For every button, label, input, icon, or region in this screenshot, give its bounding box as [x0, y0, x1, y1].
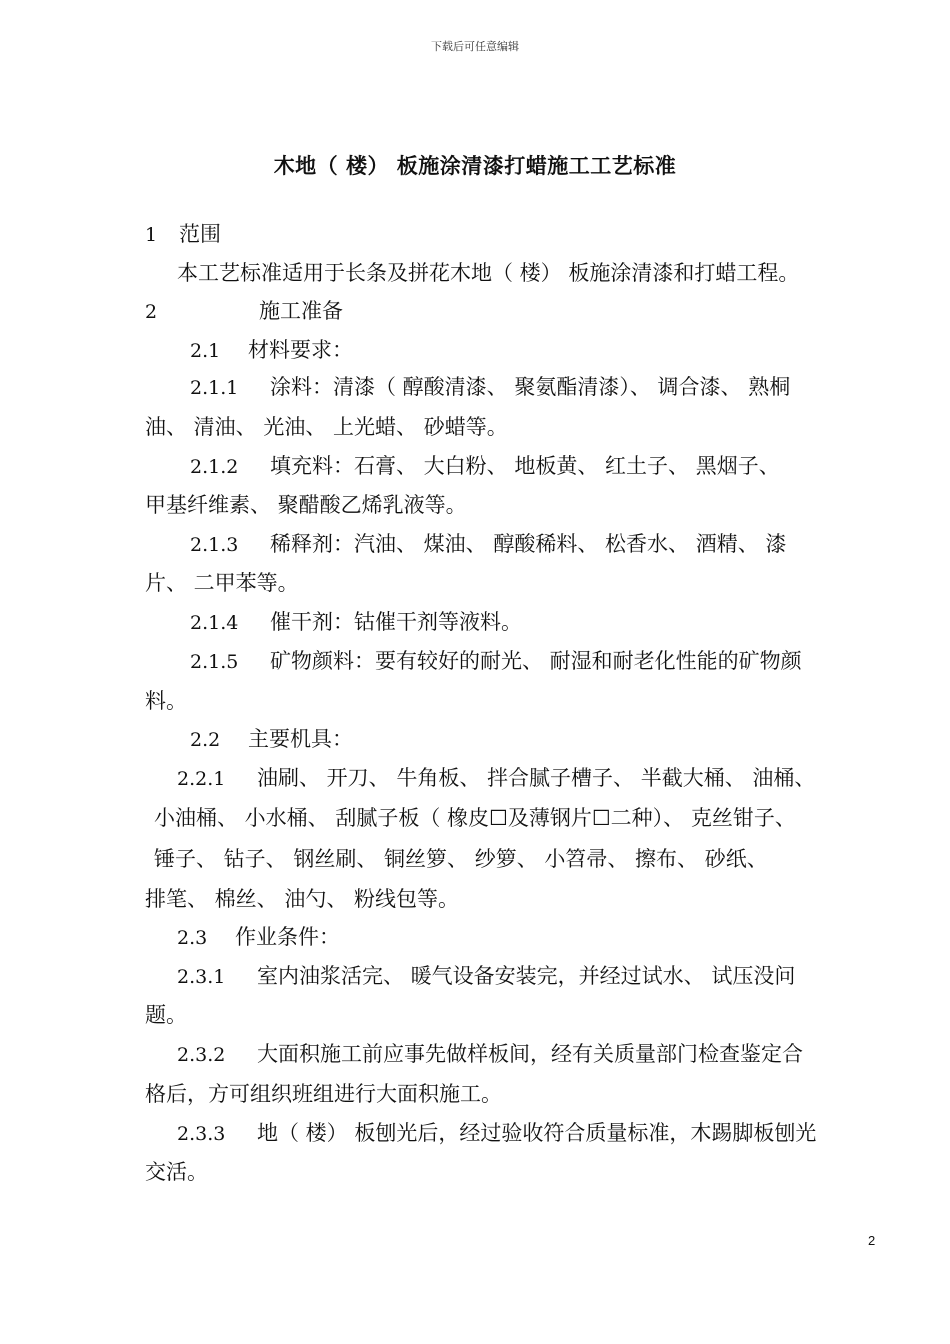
item-number: 2.1.1	[190, 377, 239, 399]
item-text: 大面积施工前应事先做样板间，经有关质量部门检查鉴定合	[257, 1042, 803, 1066]
section-heading-text: 施工准备	[259, 299, 343, 323]
item-text: 矿物颜料：要有较好的耐光、 耐湿和耐老化性能的矿物颜	[270, 649, 802, 673]
item-text: 格后，方可组织班组进行大面积施工。	[145, 1082, 502, 1106]
item-text: 交活。	[145, 1160, 208, 1184]
item-text: 排笔、 棉丝、 油勺、 粉线包等。	[145, 887, 460, 911]
item-line	[177, 961, 795, 992]
section-number: 2	[145, 301, 158, 323]
paragraph-line	[177, 258, 799, 288]
item-number: 2.1.5	[190, 651, 239, 673]
item-text: 涂料：清漆（ 醇酸清漆、 聚氨酯清漆）、 调合漆、 熟桐	[270, 375, 791, 399]
item-text: 料。	[145, 689, 187, 713]
subsection-text: 材料要求：	[248, 338, 353, 362]
item-continuation	[145, 568, 299, 598]
item-number: 2.1.3	[190, 534, 239, 556]
item-continuation	[145, 490, 467, 520]
item-continuation	[145, 1000, 187, 1030]
item-number: 2.3.3	[177, 1123, 226, 1145]
item-continuation	[145, 412, 508, 442]
subsection-heading	[190, 335, 353, 366]
item-text: 油刷、 开刀、 牛角板、 拌合腻子槽子、 半截大桶、 油桶、	[257, 766, 816, 790]
item-line	[190, 607, 522, 638]
item-continuation	[145, 1157, 208, 1187]
section-number: 1	[145, 224, 158, 246]
item-number: 2.1.2	[190, 456, 239, 478]
item-line	[177, 1039, 803, 1070]
paragraph-text: 本工艺标准适用于长条及拼花木地（ 楼） 板施涂清漆和打蜡工程。	[177, 261, 800, 285]
item-number: 2.3.2	[177, 1044, 226, 1066]
item-line	[190, 646, 802, 677]
section-number: 2.1	[190, 340, 221, 362]
item-continuation	[145, 1079, 502, 1109]
item-continuation	[145, 884, 459, 914]
section-number: 2.2	[190, 729, 221, 751]
item-text: 甲基纤维素、 聚醋酸乙烯乳液等。	[145, 493, 467, 517]
item-line	[177, 1118, 816, 1149]
item-text: 锤子、 钻子、 钢丝刷、 铜丝箩、 纱箩、 小笤帚、 擦布、 砂纸、	[154, 847, 768, 871]
item-text: 室内油浆活完、 暖气设备安装完，并经过试水、 试压没问	[257, 964, 796, 988]
section-heading-1	[145, 219, 221, 250]
item-text: 油、 清油、 光油、 上光蜡、 砂蜡等。	[145, 415, 508, 439]
item-text: 片、 二甲苯等。	[145, 571, 299, 595]
section-heading-text: 范围	[179, 222, 221, 246]
document-title: 木地（ 楼） 板施涂清漆打蜡施工工艺标准	[273, 154, 677, 178]
section-heading-2	[145, 296, 343, 327]
subsection-heading	[177, 922, 340, 953]
item-number: 2.1.4	[190, 612, 239, 634]
header-note: 下载后可任意编辑	[431, 40, 519, 53]
item-text: 稀释剂：汽油、 煤油、 醇酸稀料、 松香水、 酒精、 漆	[270, 532, 787, 556]
item-line	[190, 372, 790, 403]
section-number: 2.3	[177, 927, 208, 949]
subsection-heading	[190, 724, 353, 755]
item-continuation	[145, 686, 187, 716]
item-line	[190, 451, 780, 482]
item-text: 小油桶、 小水桶、 刮腻子板（ 橡皮☐及薄钢片☐二种）、 克丝钳子、	[154, 806, 796, 830]
item-continuation	[154, 803, 796, 833]
subsection-text: 主要机具：	[248, 727, 353, 751]
item-number: 2.3.1	[177, 966, 226, 988]
page-number: 2	[868, 1233, 876, 1248]
item-text: 填充料：石膏、 大白粉、 地板黄、 红土子、 黑烟子、	[270, 454, 780, 478]
item-line	[190, 529, 786, 560]
item-continuation	[154, 844, 768, 874]
item-text: 地（ 楼） 板刨光后，经过验收符合质量标准，木踢脚板刨光	[257, 1121, 817, 1145]
subsection-text: 作业条件：	[235, 925, 340, 949]
item-line	[177, 763, 815, 794]
item-text: 催干剂：钴催干剂等液料。	[270, 610, 522, 634]
item-text: 题。	[145, 1003, 187, 1027]
item-number: 2.2.1	[177, 768, 226, 790]
